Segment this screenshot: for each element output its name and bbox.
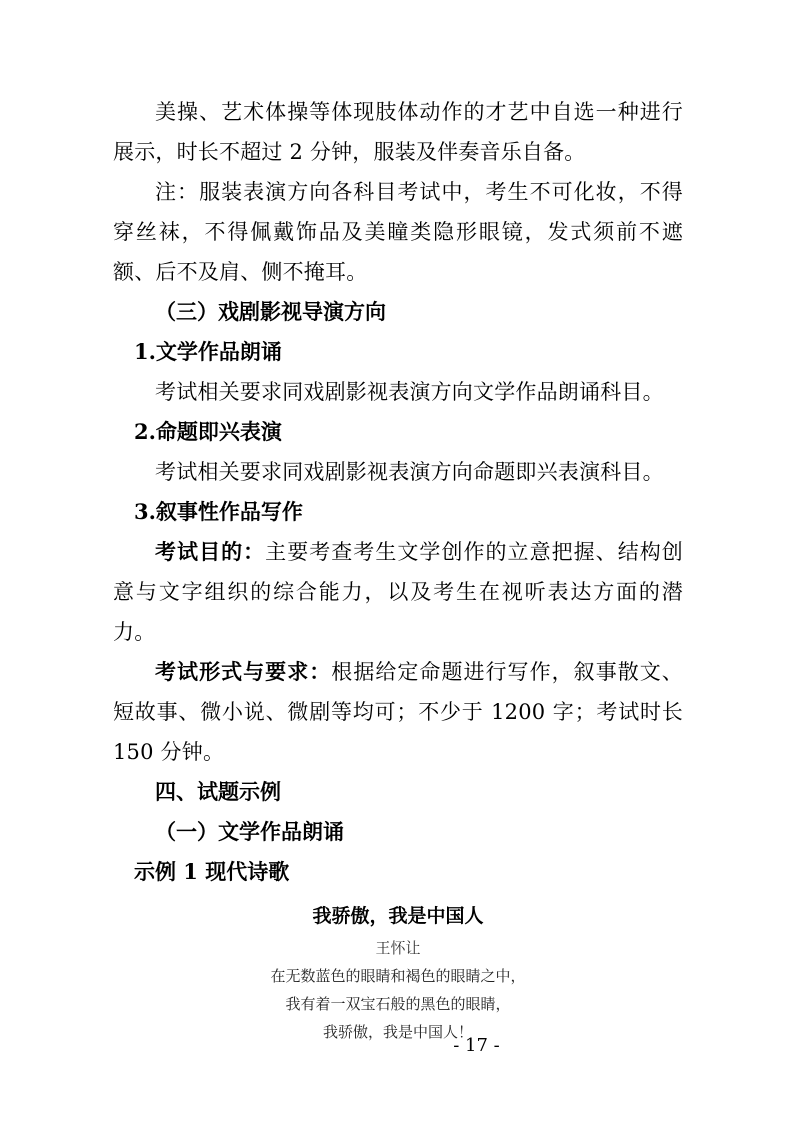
text-exam-purpose: 主要考查考生文学创作的立意把握、结构创意与文字组织的综合能力，以及考生在视听表达方面的潜力。 <box>113 540 683 644</box>
poem-author: 王怀让 <box>375 939 421 957</box>
paragraph-continuation: 美操、艺术体操等体现肢体动作的才艺中自选一种进行展示，时长不超过 2 分钟，服装及伴奏音乐自备。 <box>113 100 683 164</box>
subheading-example-one: 示例 1 现代诗歌 <box>134 859 290 884</box>
paragraph-improvised-performance: 考试相关要求同戏剧影视表演方向命题即兴表演科目。 <box>155 460 664 484</box>
paragraph-exam-format <box>113 652 683 772</box>
poem-line: 我骄傲，我是中国人！ <box>322 1023 473 1041</box>
poem-block <box>113 898 683 1046</box>
paragraph-note: 注：服装表演方向各科目考试中，考生不可化妆，不得穿丝袜，不得佩戴饰品及美瞳类隐形眼镜，发式须前不遮额、后不及肩、侧不掩耳。 <box>113 180 683 284</box>
section-heading-directing: （三）戏剧影视导演方向 <box>155 299 386 324</box>
subheading-improvised-performance: 2.命题即兴表演 <box>134 419 282 444</box>
subheading-literary-recitation: 1.文学作品朗诵 <box>134 339 282 364</box>
label-exam-purpose: 考试目的： <box>155 539 266 564</box>
poem-line: 我有着一双宝石般的黑色的眼睛， <box>285 995 511 1013</box>
poem-line: 在无数蓝色的眼睛和褐色的眼睛之中， <box>270 967 526 985</box>
section-heading-sample-questions: 四、试题示例 <box>155 779 281 804</box>
subheading-narrative-writing: 3.叙事性作品写作 <box>134 499 303 524</box>
paragraph-literary-recitation: 考试相关要求同戏剧影视表演方向文学作品朗诵科目。 <box>155 380 664 404</box>
section-heading-literary-recitation: （一）文学作品朗诵 <box>155 819 344 844</box>
paragraph-exam-purpose <box>113 532 683 652</box>
page-number: - 17 - <box>453 1035 500 1056</box>
text-exam-format: 根据给定命题进行写作，叙事散文、短故事、微小说、微剧等均可；不少于 1200 字；考试时长 150 分钟。 <box>113 660 683 764</box>
label-exam-format: 考试形式与要求： <box>155 659 332 684</box>
poem-title: 我骄傲，我是中国人 <box>312 905 484 927</box>
document-body <box>113 92 683 1046</box>
